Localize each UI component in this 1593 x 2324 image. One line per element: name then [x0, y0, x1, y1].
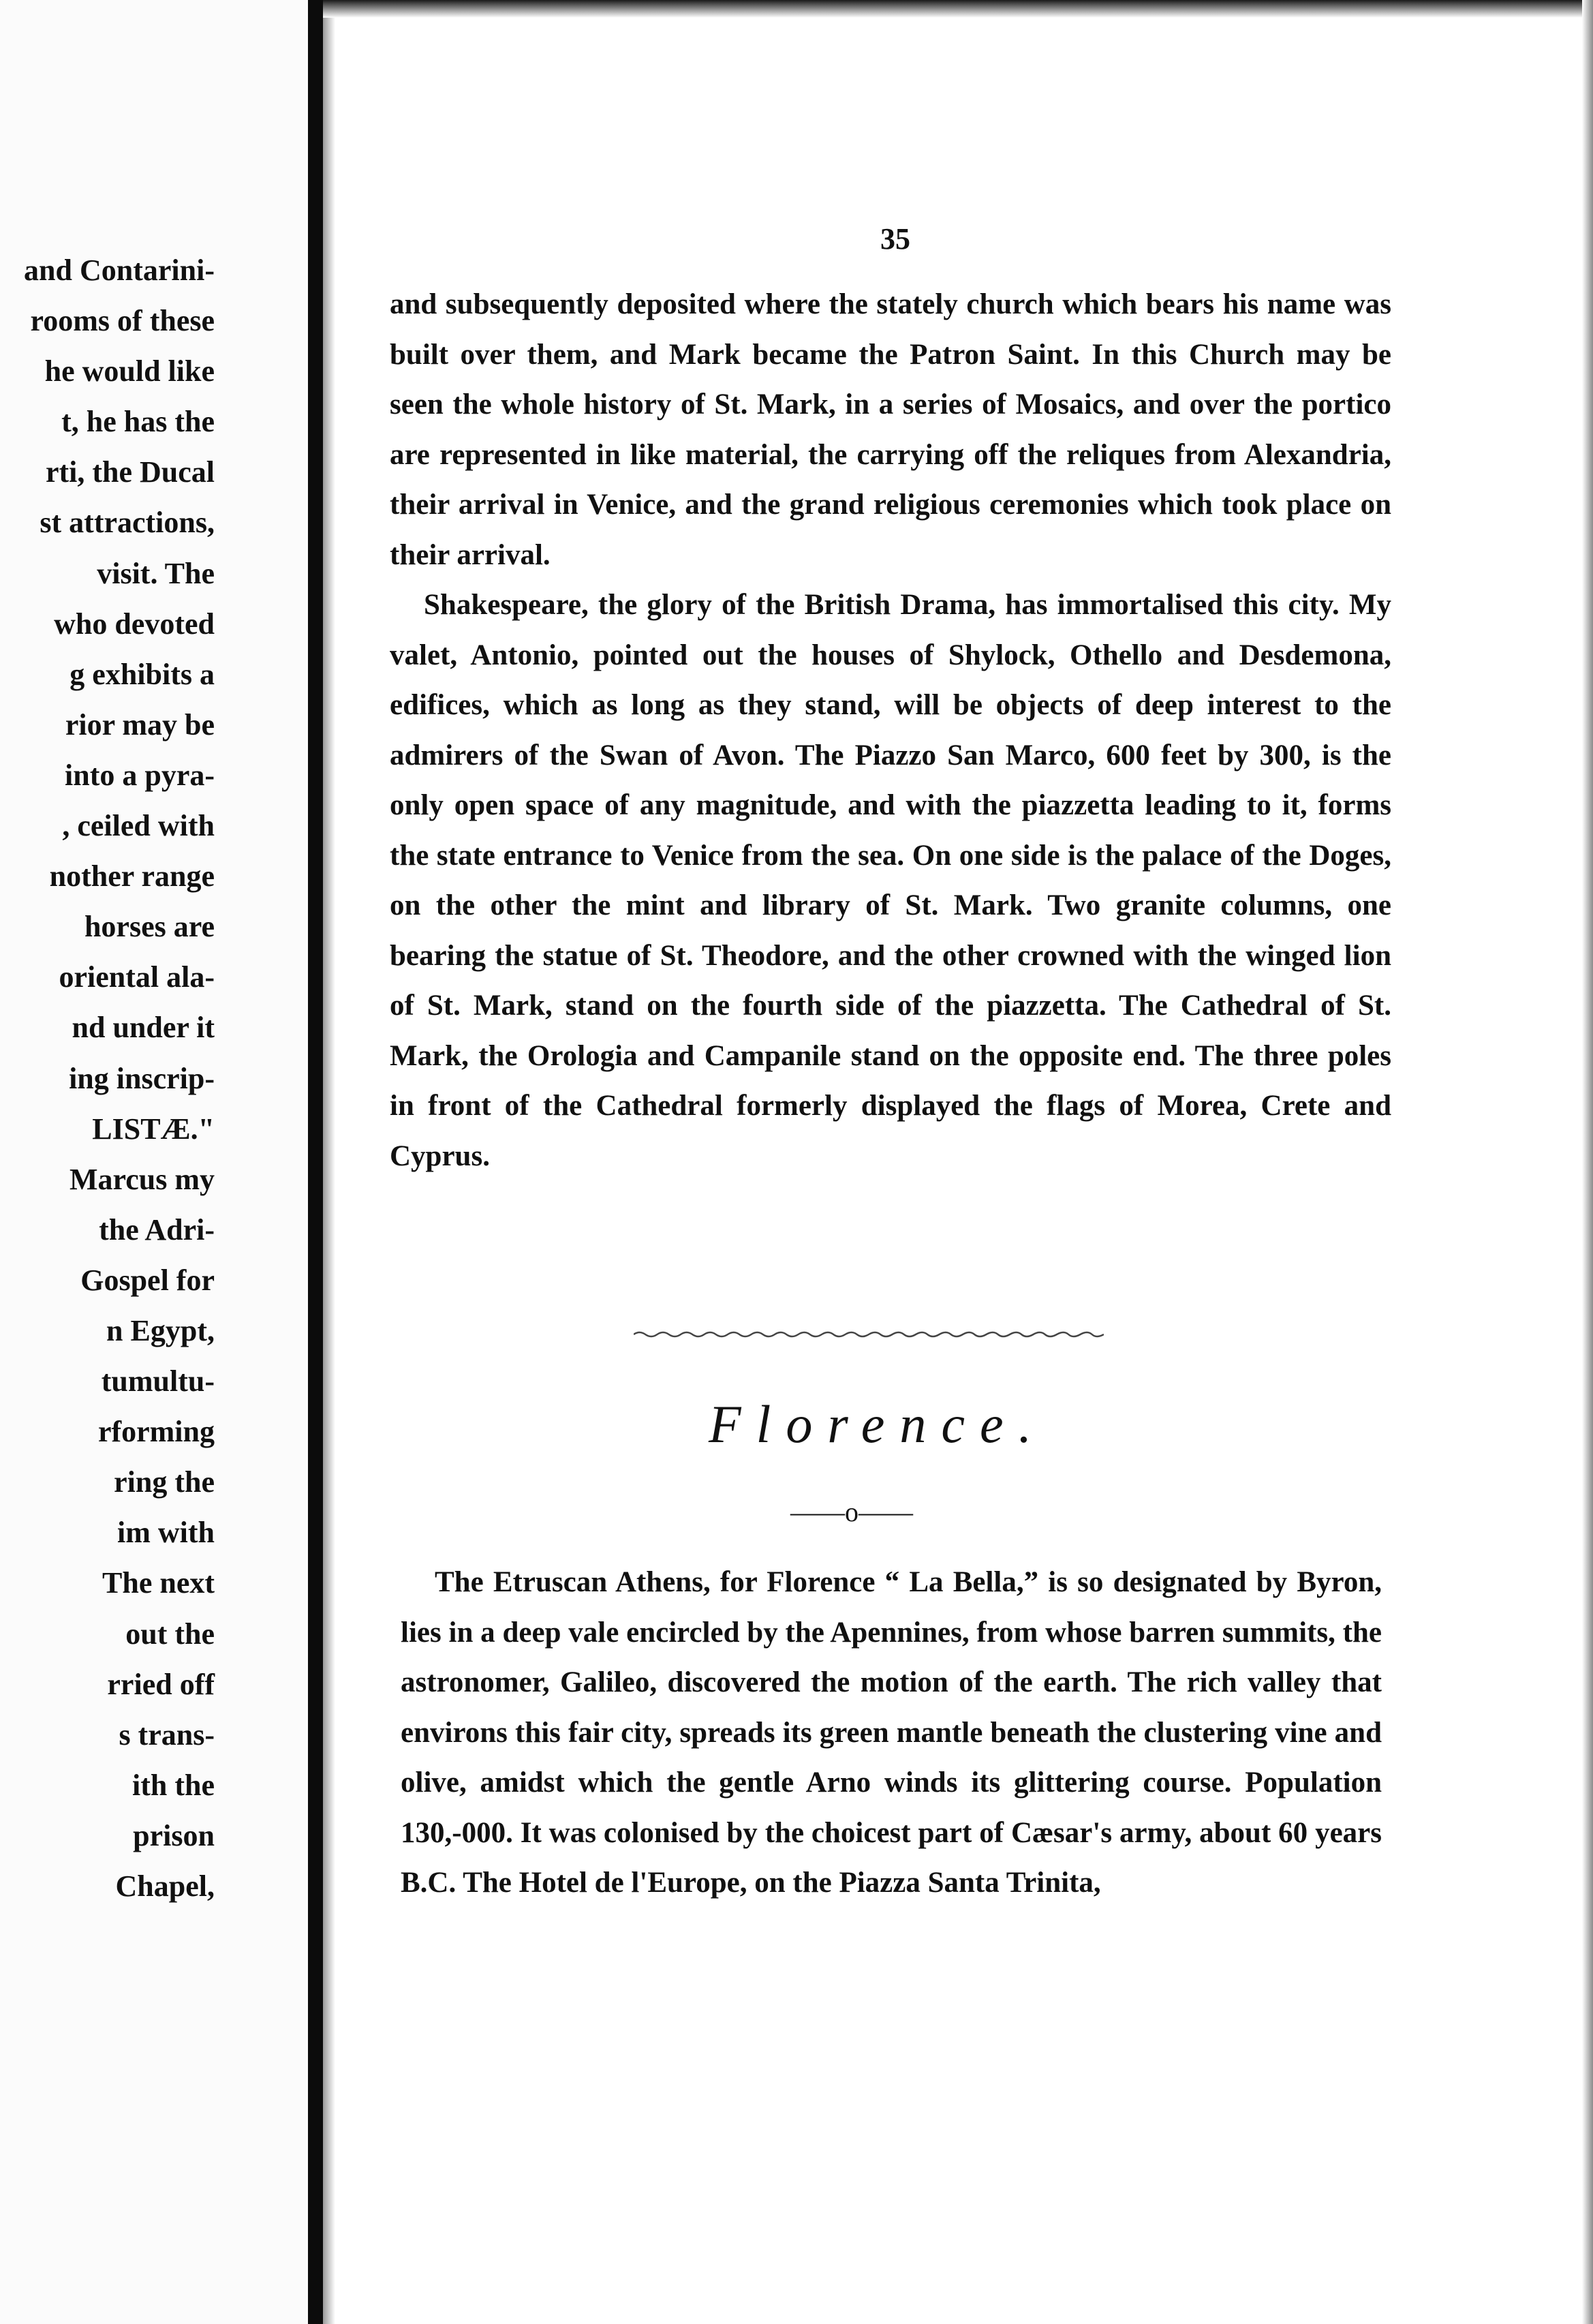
left-line: Chapel, [115, 1869, 215, 1903]
left-line: the Adri- [99, 1212, 215, 1247]
section-title-florence: Florence. [709, 1394, 1047, 1454]
florence-paragraph: The Etruscan Athens, for Florence “ La Bella,” is so designated by Byron, lies in a deep vale encircled by the Apennines, from whose barren summits, the astronomer, Galileo, discovered the motion of the earth. The rich valley that environs this fair city, spreads its green mantle beneath the clustering vine and olive, amidst which the gentle Arno winds its glittering course. Population 130,-000. It was colonised by the choicest part of Cæsar's army, about 60 years B.C. The Hotel de l'Europe, on the Piazza Santa Trinita, [401, 1566, 1382, 1899]
left-line: rried off [107, 1667, 215, 1701]
gutter-divider [308, 0, 323, 2324]
page-right-edge [1582, 0, 1593, 2324]
page-top-edge [323, 0, 1593, 18]
left-line: , ceiled with [62, 809, 215, 843]
left-line: prison [133, 1818, 215, 1852]
left-line: ring the [114, 1465, 215, 1499]
venice-text-block [390, 279, 1391, 1181]
left-line: st attractions, [40, 506, 215, 540]
left-line: tumultu- [101, 1364, 215, 1398]
left-line: rior may be [65, 707, 215, 741]
left-line: who devoted [54, 607, 215, 641]
left-line: Marcus my [69, 1162, 215, 1196]
left-line: n Egypt, [106, 1313, 215, 1347]
left-line: t, he has the [61, 405, 215, 439]
left-line: nother range [49, 859, 215, 893]
left-line: visit. The [97, 556, 215, 590]
left-line: Gospel for [80, 1263, 215, 1297]
left-line: ith the [132, 1768, 215, 1802]
left-line: im with [117, 1516, 215, 1550]
left-line: oriental ala- [59, 960, 215, 994]
left-line: rforming [97, 1415, 215, 1449]
left-line: g exhibits a [69, 657, 215, 691]
left-line: LISTÆ." [92, 1112, 215, 1146]
wavy-divider [634, 1328, 1104, 1341]
venice-paragraph: Shakespeare, the glory of the British Drama, has immortalised this city. My valet, Antonio, pointed out the houses of Shylock, Othello and Desdemona, edifices, which as long as they stand, will be objects of deep interest to the admirers of the Swan of Avon. The Piazzo San Marco, 600 feet by 300, is the only open space of any magnitude, and with the piazzetta leading to it, forms the state entrance to Venice from the sea. On one side is the palace of the Doges, on the other the mint and library of St. Mark. Two granite columns, one bearing the statue of St. Theodore, and the other crowned with the winged lion of St. Mark, stand on the fourth side of the piazzetta. The Cathedral of St. Mark, the Orologia and Campanile stand on the opposite end. The three poles in front of the Cathedral formerly displayed the flags of Morea, Crete and Cyprus. [390, 589, 1391, 1172]
gutter-shadow [323, 0, 335, 2324]
page-number: 35 [880, 222, 910, 256]
section-ornament: ——o—— [790, 1497, 913, 1527]
left-line: The next [102, 1566, 215, 1600]
left-line: nd under it [72, 1011, 215, 1045]
left-line: ing inscrip- [69, 1061, 215, 1095]
left-line: horses are [84, 910, 215, 944]
left-line: rooms of these [30, 304, 215, 338]
left-line: out the [125, 1617, 215, 1651]
left-line: into a pyra- [65, 758, 215, 792]
left-line: rti, the Ducal [45, 455, 215, 489]
left-line: s trans- [119, 1717, 215, 1752]
left-page-fragment [0, 0, 320, 2324]
left-line: and Contarini- [24, 254, 215, 287]
venice-paragraph: and subsequently deposited where the stately church which bears his name was built over them, and Mark became the Patron Saint. In this Church may be seen the whole history of St. Mark, in a series of Mosaics, and over the portico are represented in like material, the carrying off the reliques from Alexandria, their arrival in Venice, and the grand religious ceremonies which took place on their arrival. [390, 288, 1391, 571]
left-line: he would like [44, 354, 215, 388]
left-page-text [24, 245, 215, 1912]
florence-text-block [401, 1557, 1382, 1908]
